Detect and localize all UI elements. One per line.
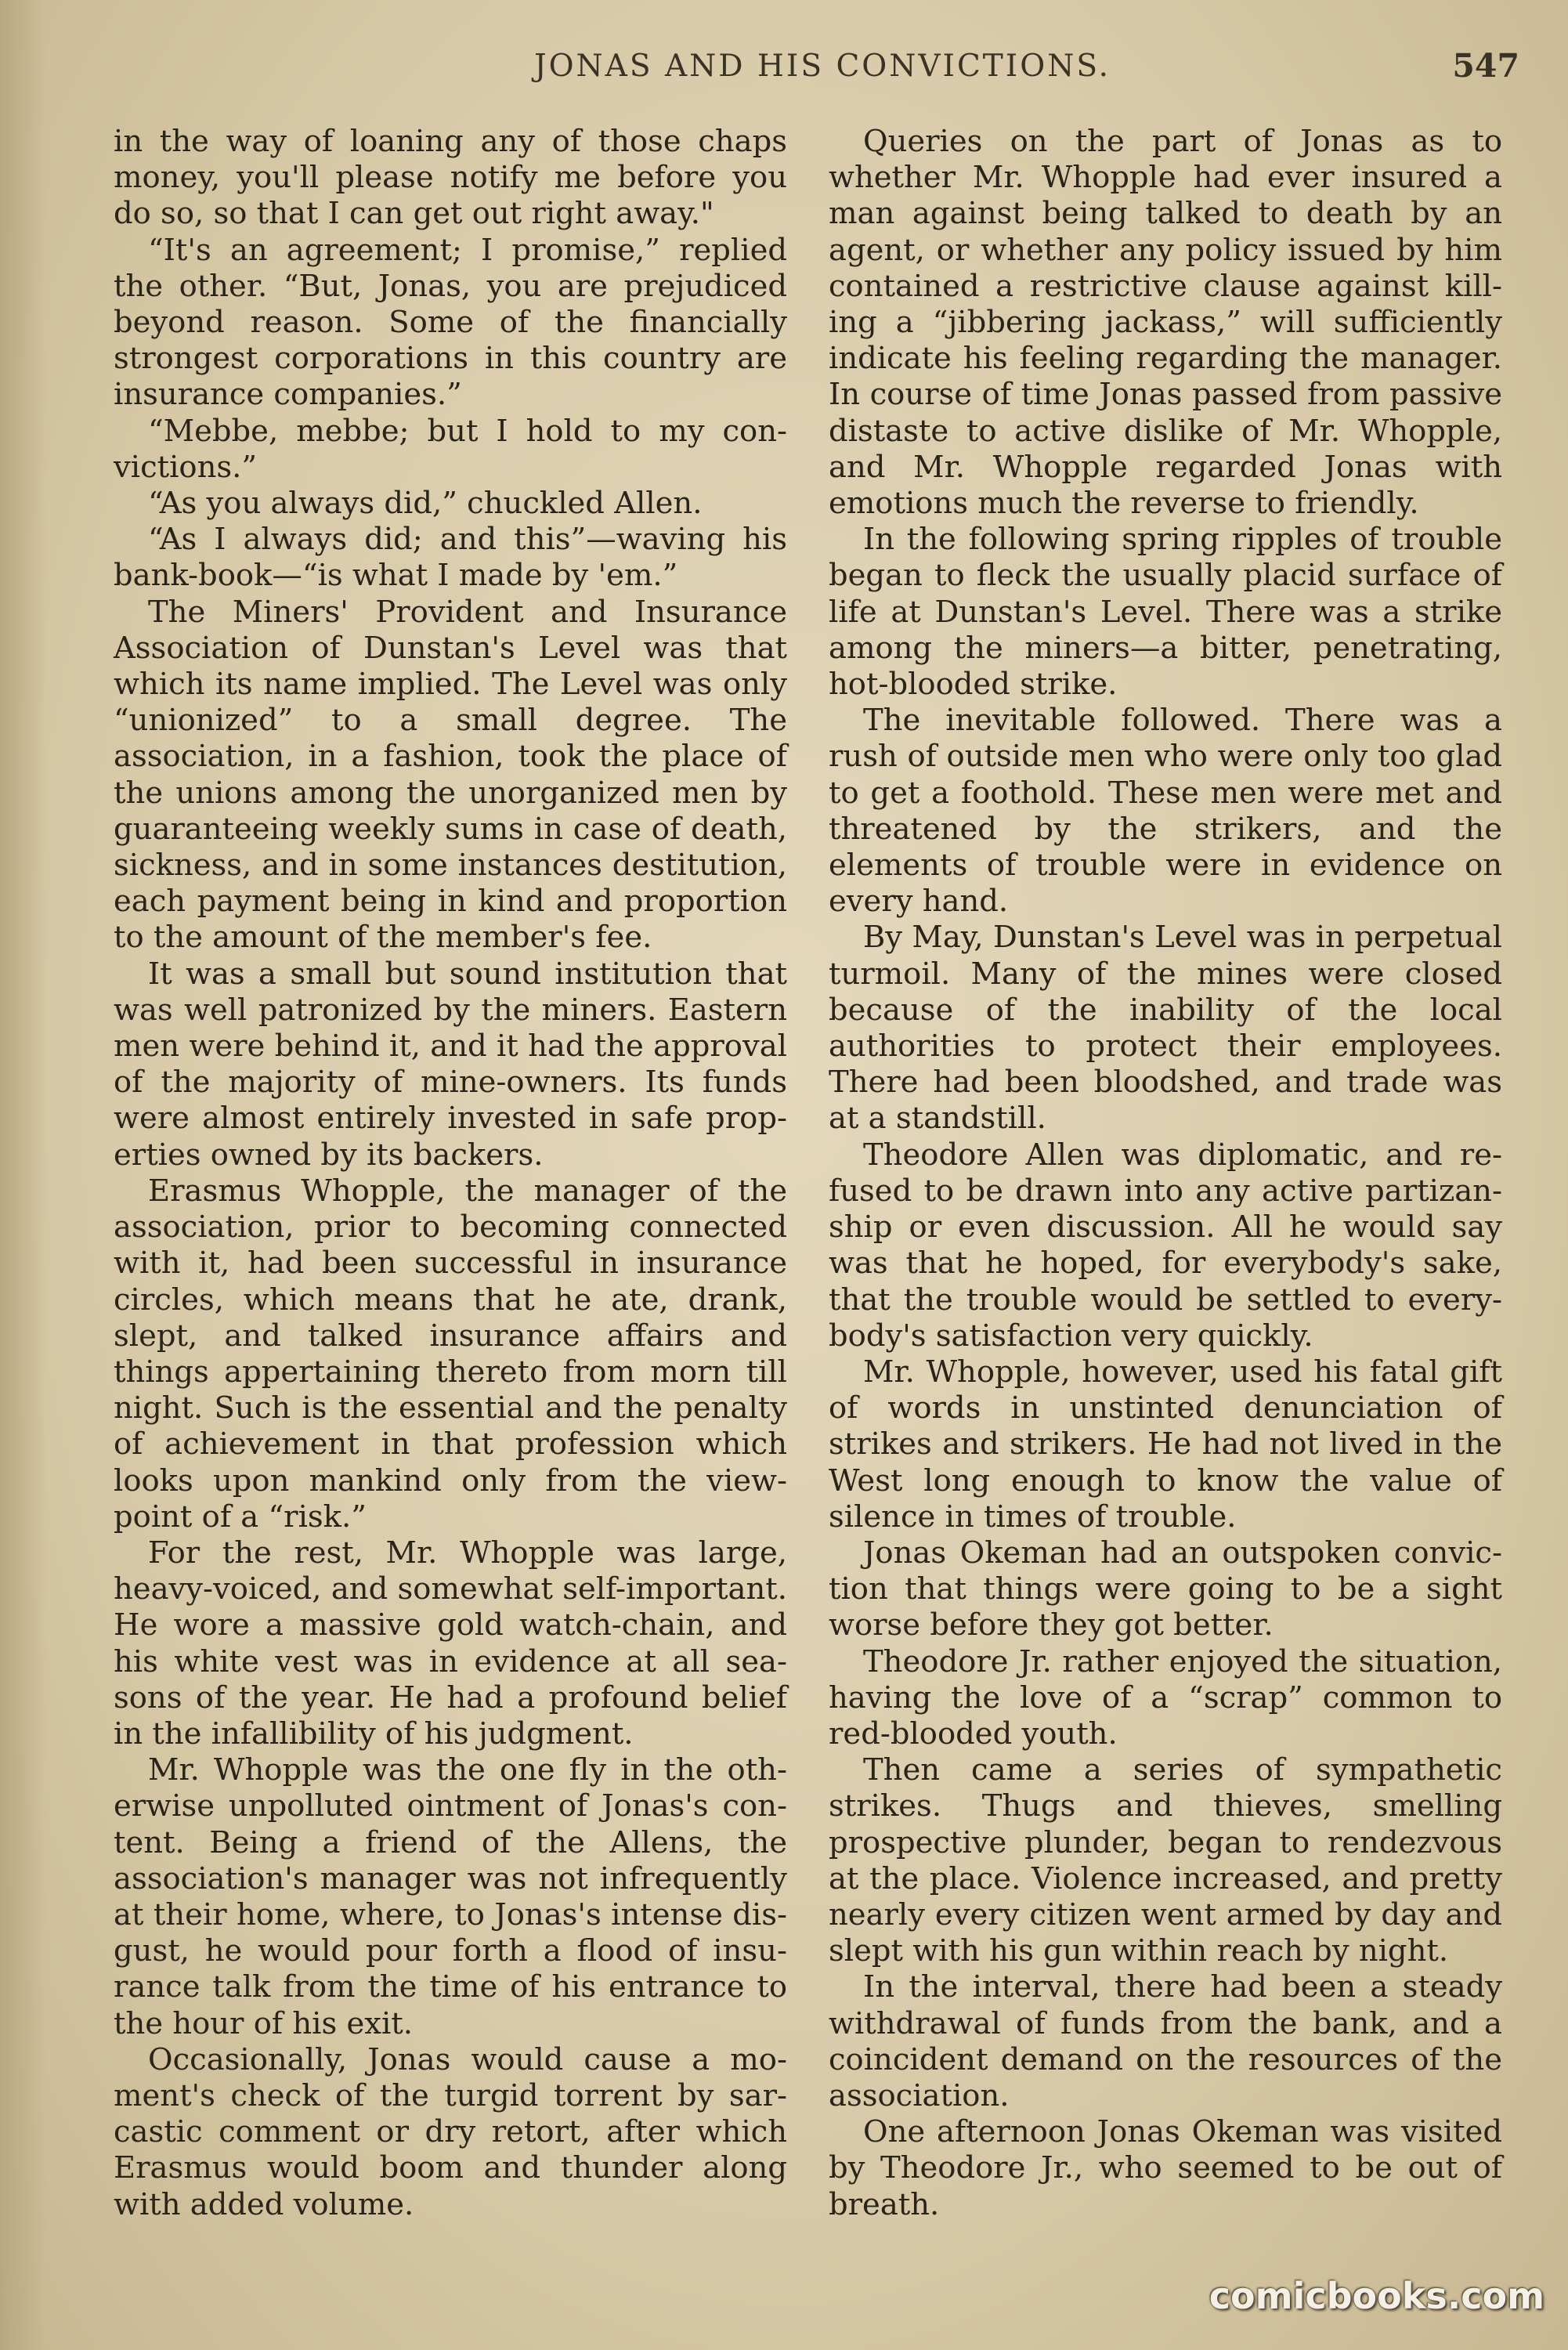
paragraph: Then came a series of sympathetic strikes. Thugs and thieves, smelling prospective plunder, began to rendezvous at the place. Violence increased, and pretty nearly every citizen went armed by day and slept with his gun within reach by night. bbox=[829, 1752, 1502, 1969]
running-title: JONAS AND HIS CONVICTIONS. bbox=[533, 49, 1111, 84]
paragraph: “As you always did,” chuckled Allen. bbox=[148, 486, 703, 522]
paragraph: For the rest, Mr. Whopple was large, heavy-voiced, and somewhat self-important. He wore a massive gold watch-chain, and his white vest was in evidence at all seasons of the year. He had a profound belief in the infallibility of his judgment. bbox=[114, 1535, 787, 1752]
paragraph: Queries on the part of Jonas as to whether Mr. Whopple had ever insured a man against being talked to death by an agent, or whether any policy issued by him contained a restrictive clause against killing a “jibbering jackass,” will sufficiently indicate his feeling regarding the manager. In course of time Jonas passed from passive distaste to active dislike of Mr. Whopple, and Mr. Whopple regarded Jonas with emotions much the reverse to friendly. bbox=[829, 124, 1502, 522]
paragraph: Erasmus Whopple, the manager of the association, prior to becoming connected with it, had been successful in insurance circles, which means that he ate, drank, slept, and talked insurance affairs and things appertaining thereto from morn till night. Such is the essential and the penalty of achievement in that profession which looks upon mankind only from the viewpoint of a “risk.” bbox=[114, 1173, 787, 1535]
paragraph: The Miners' Provident and Insurance Association of Dunstan's Level was that which its name implied. The Level was only “unionized” to a small degree. The association, in a fashion, took the place of the unions among the unorganized men by guaranteeing weekly sums in case of death, sickness, and in some instances destitution, each payment being in kind and proportion to the amount of the member's fee. bbox=[114, 594, 787, 956]
paragraph: Mr. Whopple, however, used his fatal gift of words in unstinted denunciation of strikes and strikers. He had not lived in the West long enough to know the value of silence in times of trouble. bbox=[829, 1354, 1502, 1535]
paragraph: Occasionally, Jonas would cause a moment's check of the turgid torrent by sarcastic comment or dry retort, after which Erasmus would boom and thunder along with added volume. bbox=[114, 2041, 787, 2222]
paragraph: In the following spring ripples of trouble began to fleck the usually placid surface of life at Dunstan's Level. There was a strike among the miners—a bitter, penetrating, hot-blooded strike. bbox=[829, 522, 1502, 703]
paragraph: Mr. Whopple was the one fly in the otherwise unpolluted ointment of Jonas's content. Being a friend of the Allens, the association's manager was not infrequently at their home, where, to Jonas's intense disgust, he would pour forth a flood of insurance talk from the time of his entrance to the hour of his exit. bbox=[114, 1752, 787, 2041]
paragraph: By May, Dunstan's Level was in perpetual turmoil. Many of the mines were closed because of the inability of the local authorities to protect their employees. There had been bloodshed, and trade was at a standstill. bbox=[829, 920, 1502, 1137]
paragraph: Jonas Okeman had an outspoken conviction that things were going to be a sight worse before they got better. bbox=[829, 1535, 1502, 1643]
paragraph: Theodore Allen was diplomatic, and refused to be drawn into any active partizanship or even discussion. All he would say was that he hoped, for everybody's sake, that the trouble would be settled to everybody's satisfaction very quickly. bbox=[829, 1137, 1502, 1354]
page-number: 547 bbox=[1452, 47, 1519, 85]
paragraph: “As I always did; and this”—waving his bank-book—“is what I made by 'em.” bbox=[114, 522, 787, 594]
site-watermark: comicbooks.com bbox=[1209, 2275, 1545, 2317]
paragraph: The inevitable followed. There was a rush of outside men who were only too glad to get a foothold. These men were met and threatened by the strikers, and the elements of trouble were in evidence on every hand. bbox=[829, 703, 1502, 920]
right-text-column bbox=[829, 124, 1502, 2223]
left-text-column bbox=[114, 124, 787, 2223]
paragraph: In the interval, there had been a steady withdrawal of funds from the bank, and a coincident demand on the resources of the association. bbox=[829, 1969, 1502, 2113]
paragraph: Theodore Jr. rather enjoyed the situation, having the love of a “scrap” common to red-blooded youth. bbox=[829, 1643, 1502, 1752]
page-edge-shadow bbox=[0, 0, 47, 2350]
paragraph: in the way of loaning any of those chaps money, you'll please notify me before you do so, so that I can get out right away." bbox=[114, 124, 787, 232]
paragraph: It was a small but sound institution that was well patronized by the miners. Eastern men were behind it, and it had the approval of the majority of mine-owners. Its funds were almost entirely invested in safe properties owned by its backers. bbox=[114, 956, 787, 1173]
paragraph: “It's an agreement; I promise,” replied the other. “But, Jonas, you are prejudiced beyond reason. Some of the financially strongest corporations in this country are insurance companies.” bbox=[114, 232, 787, 413]
paragraph: “Mebbe, mebbe; but I hold to my convictions.” bbox=[114, 413, 787, 485]
paragraph: One afternoon Jonas Okeman was visited by Theodore Jr., who seemed to be out of breath. bbox=[829, 2114, 1502, 2222]
